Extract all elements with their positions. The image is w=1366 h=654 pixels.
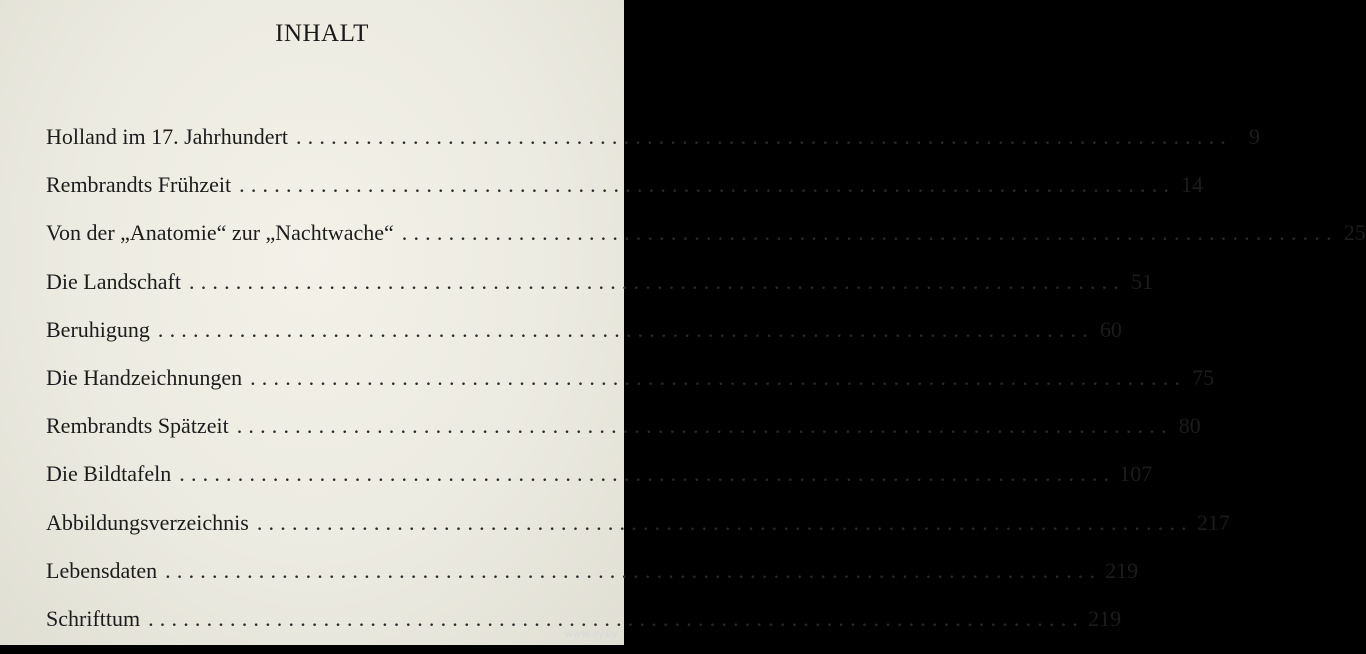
dot-leader: ................................................................................ — [236, 413, 1173, 439]
dot-leader: ................................................................................ — [295, 124, 1232, 149]
toc-entry — [46, 220, 1366, 268]
toc-entry-title: Lebensdaten — [46, 557, 158, 583]
toc-entry-page: 25 — [1343, 220, 1366, 246]
dot-leader: ................................................................................ — [250, 364, 1187, 390]
dot-leader: ................................................................................ — [157, 316, 1094, 342]
dot-leader: ................................................................................ — [239, 172, 1176, 198]
toc-entry — [46, 364, 1215, 413]
toc-entry-title: Rembrandts Spätzeit — [46, 413, 229, 439]
dot-leader: ................................................................................ — [401, 220, 1338, 246]
toc-entry — [46, 316, 1122, 365]
toc-entry-page: 219 — [1105, 557, 1139, 583]
toc-entry-page: 51 — [1131, 268, 1153, 294]
toc-entry-title: Schrifttum — [46, 605, 141, 631]
toc-entry-page: 75 — [1192, 364, 1215, 390]
toc-entry-title: Rembrandts Frühzeit — [46, 172, 232, 198]
watermark: www.ay.by — [565, 629, 618, 640]
dot-leader: ................................................................................ — [256, 509, 1193, 535]
dot-leader: ................................................................................ — [165, 557, 1102, 583]
dot-leader: ................................................................................ — [189, 268, 1125, 294]
toc-entry-title: Holland im 17. Jahrhundert — [46, 124, 288, 149]
page-title: INHALT — [275, 20, 369, 47]
toc-entry-title: Abbildungsverzeichnis — [46, 509, 249, 535]
toc-entry — [46, 605, 1122, 654]
toc-entry — [46, 413, 1201, 461]
toc-entry — [46, 461, 1153, 509]
toc-entry-page: 80 — [1178, 413, 1201, 439]
toc-entry-page: 14 — [1181, 172, 1204, 198]
toc-entry-title: Die Landschaft — [46, 268, 181, 294]
toc-entry-page: 60 — [1099, 316, 1122, 342]
toc-entry — [46, 509, 1230, 558]
toc-entry — [46, 268, 1153, 317]
toc-entry-title: Beruhigung — [46, 316, 150, 342]
toc-entry — [46, 557, 1139, 606]
toc-entry-page: 217 — [1196, 509, 1230, 535]
toc-entry-page: 219 — [1088, 605, 1122, 631]
toc-entry-title: Von der „Anatomie“ zur „Nachtwache“ — [46, 220, 394, 246]
toc-entry-page: 107 — [1119, 461, 1153, 487]
toc-entry-title: Die Bildtafeln — [46, 461, 172, 487]
toc-entry — [46, 172, 1204, 220]
dot-leader: ................................................................................ — [179, 461, 1116, 487]
table-of-contents — [46, 124, 1366, 654]
toc-entry-page: 9 — [1248, 124, 1260, 149]
toc-entry — [46, 124, 1260, 172]
toc-entry-title: Die Handzeichnungen — [46, 364, 243, 390]
dot-leader: ................................................................................ — [148, 605, 1085, 631]
